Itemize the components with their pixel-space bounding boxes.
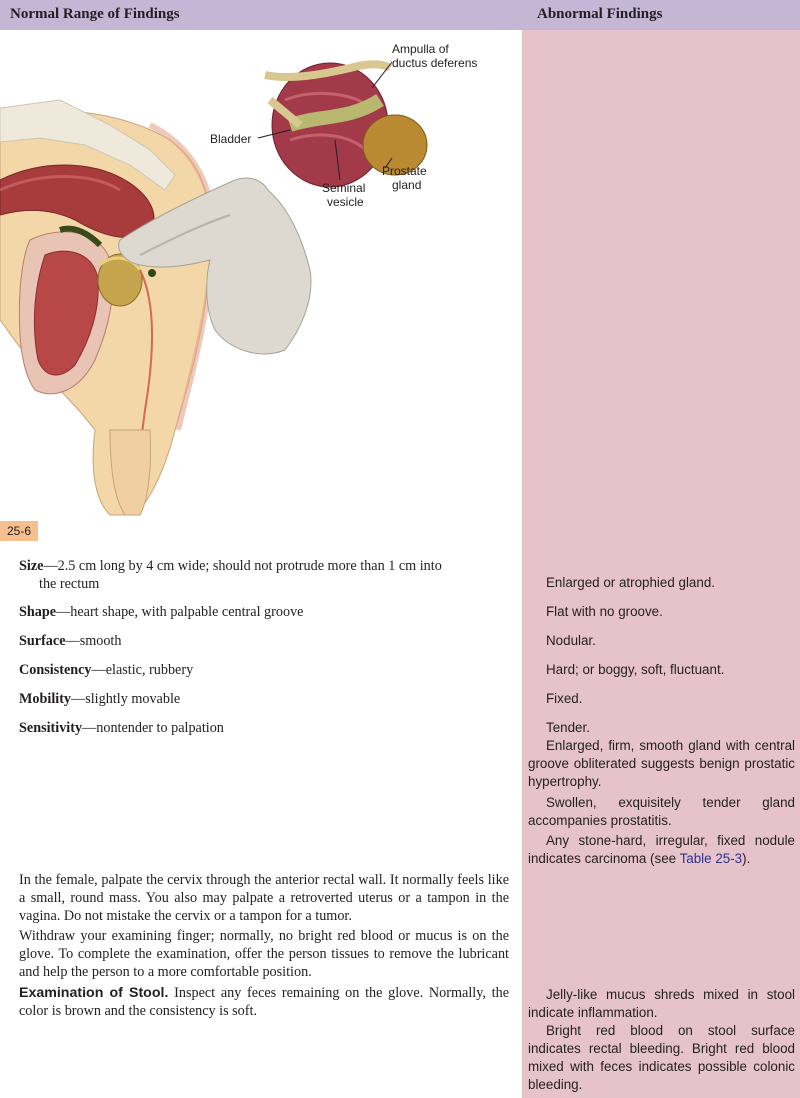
figure-number: 25-6 bbox=[0, 521, 38, 541]
criterion-surface: Surface—smooth bbox=[19, 633, 122, 649]
abnormal-mucus: Jelly-like mucus shreds mixed in stool indicate inflammation. bbox=[528, 987, 795, 1020]
prostate-palpation-illustration bbox=[0, 30, 522, 520]
criterion-sensitivity: Sensitivity—nontender to palpation bbox=[19, 720, 224, 736]
abnormal-size: Enlarged or atrophied gland. bbox=[546, 575, 715, 590]
criterion-mobility: Mobility—slightly movable bbox=[19, 691, 181, 707]
label-bladder: Bladder bbox=[210, 132, 252, 146]
abnormal-findings-column bbox=[522, 30, 800, 1098]
criterion-consistency: Consistency—elastic, rubbery bbox=[19, 662, 194, 678]
label-prostate: Prostate bbox=[382, 164, 427, 178]
abnormal-shape: Flat with no groove. bbox=[546, 604, 663, 619]
abnormal-mobility: Fixed. bbox=[546, 691, 583, 706]
paragraph-stool: Examination of Stool. Inspect any feces remaining on the glove. Normally, the color is brown and the consistency is soft. bbox=[19, 985, 509, 1019]
label-prostate-2: gland bbox=[392, 178, 422, 192]
label-ampulla: Ampulla of bbox=[392, 42, 449, 56]
abnormal-consistency: Hard; or boggy, soft, fluctuant. bbox=[546, 662, 725, 677]
criterion-shape: Shape—heart shape, with palpable central groove bbox=[19, 604, 304, 620]
criterion-size: Size—2.5 cm long by 4 cm wide; should not protrude more than 1 cm into the rectum bbox=[19, 558, 442, 592]
paragraph-withdraw: Withdraw your examining finger; normally, no bright red blood or mucus is on the glove. To complete the examination, offer the person tissues to remove the lubricant and help the person to a more comfortable position. bbox=[19, 928, 509, 980]
label-seminal-2: vesicle bbox=[327, 195, 364, 209]
label-seminal: Seminal bbox=[322, 181, 366, 195]
anatomy-drawing bbox=[0, 30, 522, 520]
abnormal-prostatitis: Swollen, exquisitely tender gland accompanies prostatitis. bbox=[528, 795, 795, 828]
abnormal-blood: Bright red blood on stool surface indicates rectal bleeding. Bright red blood mixed with feces indicates possible colonic bleeding. bbox=[528, 1023, 795, 1092]
table-25-3-link[interactable]: Table 25-3 bbox=[679, 851, 743, 866]
abnormal-sensitivity: Tender. bbox=[546, 720, 590, 735]
abnormal-bph: Enlarged, firm, smooth gland with central groove obliterated suggests benign prostatic hypertrophy. bbox=[528, 738, 795, 789]
abnormal-findings-heading: Abnormal Findings bbox=[537, 6, 663, 22]
abnormal-carcinoma: Any stone-hard, irregular, fixed nodule indicates carcinoma (see Table 25-3). bbox=[528, 833, 795, 866]
label-ampulla-2: ductus deferens bbox=[392, 56, 478, 70]
table-header bbox=[0, 0, 800, 30]
normal-findings-heading: Normal Range of Findings bbox=[10, 6, 180, 22]
stool-heading: Examination of Stool. bbox=[19, 985, 169, 1001]
paragraph-female: In the female, palpate the cervix through the anterior rectal wall. It normally feels like a small, round mass. You also may palpate a retroverted uterus or a tampon in the vagina. Do not mistake the cervix or a tampon for a tumor. bbox=[19, 872, 509, 924]
abnormal-surface: Nodular. bbox=[546, 633, 596, 648]
